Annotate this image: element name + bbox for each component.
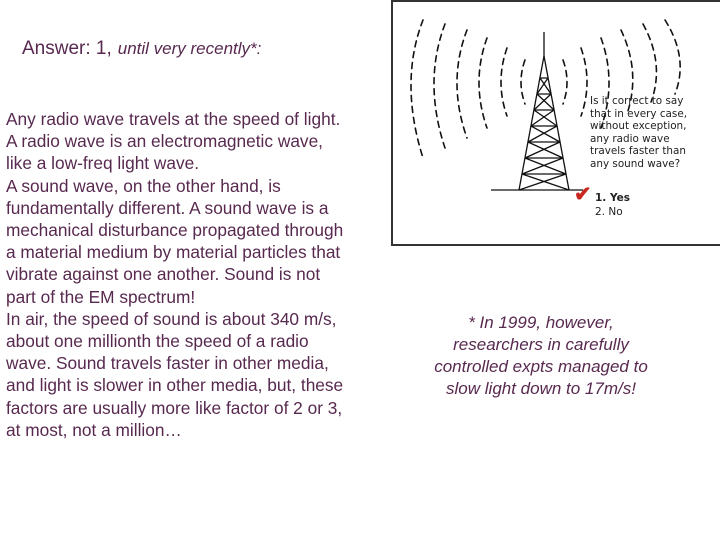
option-yes: 1. Yes (595, 192, 630, 204)
body-line: like a low-freq light wave. (6, 153, 200, 174)
question-line: without exception, (590, 120, 687, 133)
quiz-question (590, 95, 720, 171)
wave-arc-right (643, 24, 656, 102)
footnote-line: researchers in carefully (453, 335, 629, 354)
wave-arc-left (521, 60, 525, 104)
option-no: 2. No (595, 206, 623, 218)
body-line: a material medium by material particles that (6, 242, 341, 263)
body-line: vibrate against one another. Sound is not (6, 264, 321, 285)
answer-note: until very recently*: (117, 39, 262, 58)
quiz-figure (391, 0, 720, 246)
wave-arc-right (665, 20, 680, 94)
body-line: A sound wave, on the other hand, is (6, 175, 281, 196)
footnote (410, 312, 672, 400)
wave-arc-right (563, 60, 567, 104)
wave-arc-left (457, 30, 467, 138)
footnote-line: slow light down to 17m/s! (446, 379, 636, 398)
body-line: factors are usually more like factor of 2 or 3, (6, 397, 343, 418)
body-line: wave. Sound travels faster in other media, (6, 353, 329, 374)
question-line: Is it correct to say (590, 95, 684, 107)
body-line: Any radio wave travels at the speed of light. (6, 109, 341, 129)
wave-arc-left (501, 48, 507, 116)
body-line: about one millionth the speed of a radio (6, 331, 309, 352)
wave-arc-left (479, 38, 487, 128)
question-line: travels faster than (590, 145, 686, 158)
tower-bracing (519, 78, 569, 190)
wave-arc-left (411, 20, 423, 158)
question-line: that in every case, (590, 107, 688, 120)
answer-label: Answer: 1, (22, 38, 112, 59)
body-line: In air, the speed of sound is about 340 m/s, (6, 308, 337, 329)
wave-arc-right (581, 48, 587, 116)
body-line: at most, not a million… (6, 419, 182, 440)
body-text (6, 108, 406, 441)
checkmark-icon: ✔ (574, 183, 592, 206)
question-line: any sound wave? (590, 157, 681, 170)
footnote-line: controlled expts managed to (434, 357, 648, 376)
slide-title (22, 38, 261, 60)
body-line: A radio wave is an electromagnetic wave, (6, 131, 323, 152)
body-line: part of the EM spectrum! (6, 286, 196, 307)
body-line: fundamentally different. A sound wave is a (6, 197, 329, 218)
question-line: any radio wave (590, 132, 670, 145)
footnote-line: * In 1999, however, (468, 313, 614, 332)
body-line: and light is slower in other media, but, these (6, 375, 344, 396)
body-line: mechanical disturbance propagated through (6, 220, 344, 241)
wave-arc-left (434, 24, 445, 148)
